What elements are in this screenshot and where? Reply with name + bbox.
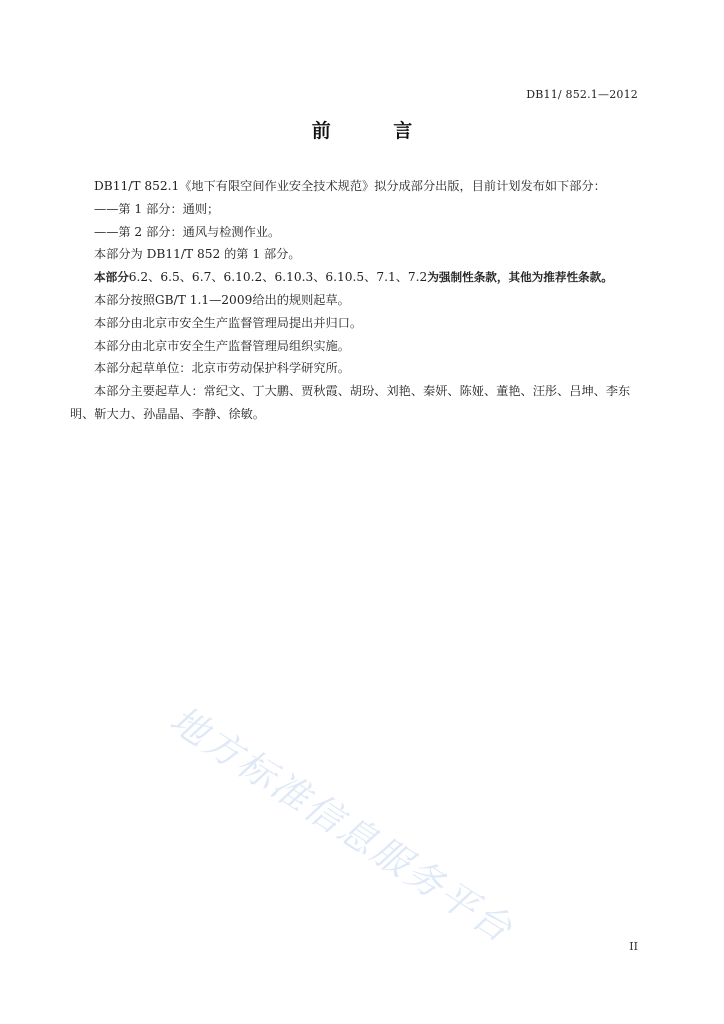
document-code: DB11/ 852.1—2012 [526, 88, 638, 101]
mandatory-clause-numbers: 6.2、6.5、6.7、6.10.2、6.10.3、6.10.5、7.1、7.2 [128, 270, 428, 285]
page-number: II [629, 940, 638, 953]
paragraph-drafters: 本部分主要起草人：常纪文、丁大鹏、贾秋霞、胡玢、刘艳、秦妍、陈娅、董艳、汪彤、吕坤、李东明、靳大力、孙晶晶、李静、徐敏。 [70, 384, 631, 421]
mandatory-suffix: 为强制性条款，其他为推荐性条款。 [427, 270, 613, 285]
paragraph-proposer: 本部分由北京市安全生产监督管理局提出并归口。 [94, 315, 363, 330]
page-title: 前 言 [311, 120, 441, 142]
paragraph-part2: ——第 2 部分：通风与检测作业。 [94, 224, 281, 239]
paragraph-mandatory-clauses [70, 266, 654, 289]
paragraph-part1: ——第 1 部分：通则； [94, 201, 220, 216]
watermark: 地方标准信息服务平台 [162, 697, 522, 952]
paragraph-implementer: 本部分由北京市安全生产监督管理局组织实施。 [94, 338, 350, 353]
foreword-body [70, 175, 654, 426]
paragraph-part-statement: 本部分为 DB11/T 852 的第 1 部分。 [94, 247, 301, 262]
paragraph-drafting-rules: 本部分按照GB/T 1.1—2009给出的规则起草。 [94, 292, 350, 307]
paragraph-drafting-unit: 本部分起草单位：北京市劳动保护科学研究所。 [94, 361, 350, 376]
paragraph-intro: DB11/T 852.1《地下有限空间作业安全技术规范》拟分成部分出版，目前计划发布如下部分： [94, 179, 606, 193]
mandatory-prefix: 本部分 [94, 270, 129, 285]
